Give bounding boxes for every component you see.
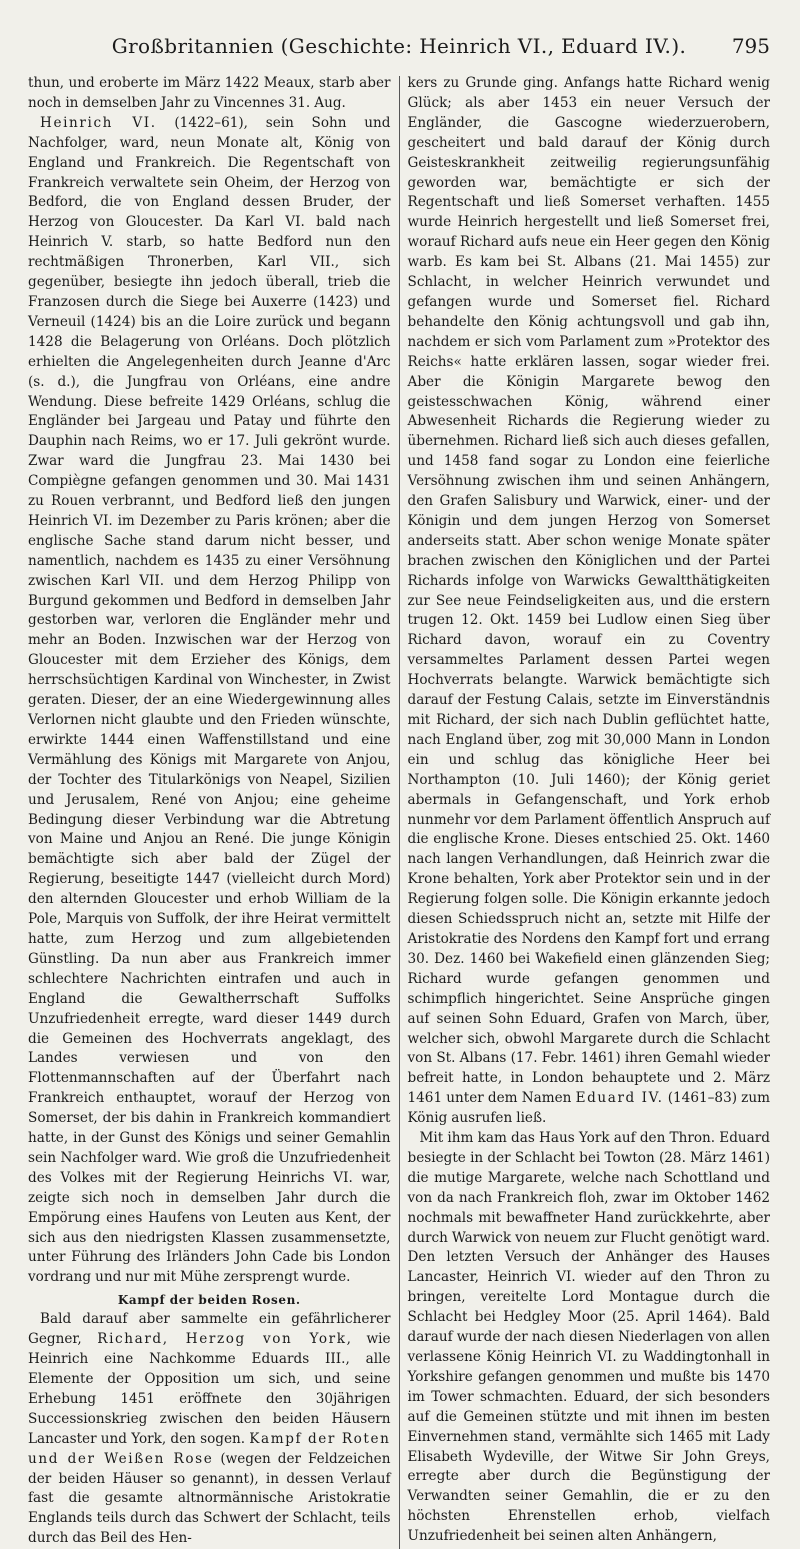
- running-title: Großbritannien (Geschichte: Heinrich VI., Eduard IV.).: [111, 34, 687, 58]
- section-heading: Kampf der beiden Rosen.: [117, 1293, 301, 1308]
- paragraph: [408, 74, 771, 1129]
- paragraph-text: , wie Heinrich eine Nachkomme Eduards III., alle Elemente der Opposition um sich, und seine Erhebung 1451 eröffnete den 30jährigen Successionskrieg zwischen den beiden Häusern Lancaster und York, den sogen.: [28, 1331, 391, 1447]
- paragraph-text: (wegen der Feldzeichen der beiden Häuser so genannt), in dessen Verlauf fast die gesamte altnormännische Aristokratie Englands teils durch das Schwert der Schlacht, teils durch das Beil des Hen-: [28, 1450, 391, 1547]
- paragraph: thun, und eroberte im März 1422 Meaux, starb aber noch in demselben Jahr zu Vincennes 31. Aug.: [28, 75, 391, 111]
- paragraph: Mit ihm kam das Haus York auf den Thron. Eduard besiegte in der Schlacht bei Towton (28. März 1461) die mutige Margarete, welche nach Schottland und von da nach Frankreich floh, zwar im Oktober 1462 nochmals mit bewaffneter Hand zurückkehrte, aber durch Warwick von neuem zur Flucht genötigt ward. Den letzten Versuch der Anhänger des Hauses Lancaster, Heinrich VI. wieder auf den Thron zu bringen, vereitelte Lord Montague durch die Schlacht bei Hedgley Moor (25. April 1464). Bald darauf wurde der nach diesen Niederlagen von allen verlassene König Heinrich VI. zu Waddingtonhall in Yorkshire gefangen genommen und mußte bis 1470 im Tower schmachten. Eduard, der sich besonders auf die Gemeinen stützte und mit ihnen im besten Einvernehmen stand, vermählte sich 1465 mit Lady Elisabeth Wydeville, der Witwe Sir John Greys, erregte aber durch die Begünstigung der Verwandten seiner Gemahlin, die er zu den höchsten Ehrenstellen erhob, vielfach Unzufriedenheit bei seinen alten Anhängern,: [407, 1130, 771, 1545]
- left-column: [28, 74, 391, 1549]
- emphasized-term: Kampf der Roten und der Weißen Rose: [28, 1430, 391, 1467]
- page-header: [28, 34, 770, 70]
- paragraph-rosen: [28, 1310, 391, 1549]
- right-column: [408, 74, 771, 1549]
- column-divider: [399, 76, 400, 1549]
- text-columns: [28, 74, 770, 1549]
- paragraph-text: kers zu Grunde ging. Anfangs hatte Richard wenig Glück; als aber 1453 ein neuer Versuch der Engländer, die Gascogne wiederzuerobern, gescheitert und bald darauf der König durch Geisteskrankheit zeitweilig regierungsunfähig geworden war, bemächtigte er sich der Regentschaft und ließ Somerset verhaften. 1455 wurde Heinrich hergestellt und ließ Somerset frei, worauf Richard aufs neue ein Heer gegen den König warb. Es kam bei St. Albans (21. Mai 1455) zur Schlacht, in welcher Heinrich verwundet und gefangen wurde und Somerset fiel. Richard behandelte den König achtungsvoll und gab ihn, nachdem er sich vom Parlament zum »Protektor des Reichs« hatte erklären lassen, sogar wieder frei. Aber die Königin Margarete bewog den geistesschwachen König, während einer Abwesenheit Richards die Regierung wieder zu übernehmen. Richard ließ sich auch dieses gefallen, und 1458 fand sogar zu London eine feierliche Versöhnung zwischen ihm und seinen Anhängern, den Grafen Salisbury und Warwick, einer- und der Königin und dem jungen Herzog von Somerset anderseits statt. Aber schon wenige Monate später brachen zwischen den Königlichen und der Partei Richards infolge von Warwicks Gewaltthätigkeiten zur See neue Feindseligkeiten aus, und die erstern trugen 12. Okt. 1459 bei Ludlow einen Sieg über Richard davon, worauf ein zu Coventry versammeltes Parlament dessen Partei wegen Hochverrats belangte. Warwick bemächtigte sich darauf der Festung Calais, setzte im Einverständnis mit Richard, der sich nach Dublin geflüchtet hatte, nach England über, zog mit 30,000 Mann in London ein und schlug das königliche Heer bei Northampton (10. Juli 1460); der König geriet abermals in Gefangenschaft, und York erhob nunmehr vor dem Parlament öffentlich Anspruch auf die englische Krone. Dieses entschied 25. Okt. 1460 nach langen Verhandlungen, daß Heinrich zwar die Krone behalten, York aber Protektor sein und in der Regierung folgen solle. Die Königin erkannte jedoch diesen Schiedsspruch nicht an, setzte mit Hilfe der Aristokratie des Nordens den Kampf fort und errang 30. Dez. 1460 bei Wakefield einen glänzenden Sieg; Richard wurde gefangen genommen und schimpflich hingerichtet. Seine Ansprüche gingen auf seinen Sohn Eduard, Grafen von March, über, welcher sich, obwohl Margarete durch die Schlacht von St. Albans (17. Febr. 1461) ihren Gemahl wieder befreit hatte, in London behauptete und 2. März 1461 unter dem Namen: [407, 75, 770, 1107]
- paragraph-text: (1461–83) zum König ausrufen ließ.: [407, 1090, 770, 1127]
- paragraph-heinrich-vi: [28, 114, 391, 1288]
- entry-name: Heinrich VI.: [40, 114, 157, 131]
- page-number: 795: [731, 34, 770, 58]
- entry-name: Eduard IV.: [575, 1090, 664, 1107]
- paragraph-text: (1422–61), sein Sohn und Nachfolger, ward, neun Monate alt, König von England und Frankreich. Die Regentschaft von Frankreich verwaltete sein Oheim, der Herzog von Bedford, die von England dessen Bruder, der Herzog von Gloucester. Da Karl VI. bald nach Heinrich V. starb, so hatte Bedford nun den rechtmäßigen Thronerben, Karl VII., sich gegenüber, besiegte ihn jedoch überall, trieb die Franzosen durch die Siege bei Auxerre (1423) und Verneuil (1424) bis an die Loire zurück und begann 1428 die Belagerung von Orléans. Doch plötzlich erhielten die Angelegenheiten durch Jeanne d'Arc (s. d.), die Jungfrau von Orléans, eine andre Wendung. Diese befreite 1429 Orléans, schlug die Engländer bei Jargeau und Patay und führte den Dauphin nach Reims, wo er 17. Juli gekrönt wurde. Zwar ward die Jungfrau 23. Mai 1430 bei Compiègne gefangen genommen und 30. Mai 1431 zu Rouen verbrannt, und Bedford ließ den jungen Heinrich VI. im Dezember zu Paris krönen; aber die englische Sache stand darum nicht besser, und namentlich, nachdem es 1435 zu einer Versöhnung zwischen Karl VII. und dem Herzog Philipp von Burgund gekommen und Bedford in demselben Jahr gestorben war, verloren die Engländer mehr und mehr an Boden. Inzwischen war der Herzog von Gloucester mit dem Erzieher des Königs, dem herrschsüchtigen Kardinal von Winchester, in Zwist geraten. Dieser, der an eine Wiedergewinnung alles Verlornen nicht glaubte und den Frieden wünschte, erwirkte 1444 einen Waffenstillstand und eine Vermählung des Königs mit Margarete von Anjou, der Tochter des Titularkönigs von Neapel, Sizilien und Jerusalem, René von Anjou; eine geheime Bedingung dieser Verbindung war die Abtretung von Maine und Anjou an René. Die junge Königin bemächtigte sich aber bald der Zügel der Regierung, beseitigte 1447 (vielleicht durch Mord) den alternden Gloucester und erhob William de la Pole, Marquis von Suffolk, der ihre Heirat vermittelt hatte, zum Herzog und zum allgebietenden Günstling. Da nun aber aus Frankreich immer schlechtere Nachrichten eintrafen und auch in England die Gewaltherrschaft Suffolks Unzufriedenheit erregte, ward dieser 1449 durch die Gemeinen des Hochverrats angeklagt, des Landes verwiesen und von den Flottenmannschaften auf der Überfahrt nach Frankreich enthauptet, worauf der Herzog von Somerset, der bis dahin in Frankreich kommandiert hatte, in der Gunst des Königs und seiner Gemahlin sein Nachfolger ward. Wie groß die Unzufriedenheit des Volkes mit der Regierung Heinrichs VI. war, zeigte sich noch in demselben Jahr durch die Empörung eines Haufens von Leuten aus Kent, der sich aus den niedrigsten Klassen zusammensetzte, unter Führung des Irländers John Cade bis London vordrang und nur mit Mühe zersprengt wurde.: [28, 114, 391, 1286]
- emphasized-name: Richard, Herzog von York: [97, 1331, 347, 1348]
- paragraph-text: Bald darauf aber sammelte ein gefährlicherer Gegner,: [28, 1311, 391, 1348]
